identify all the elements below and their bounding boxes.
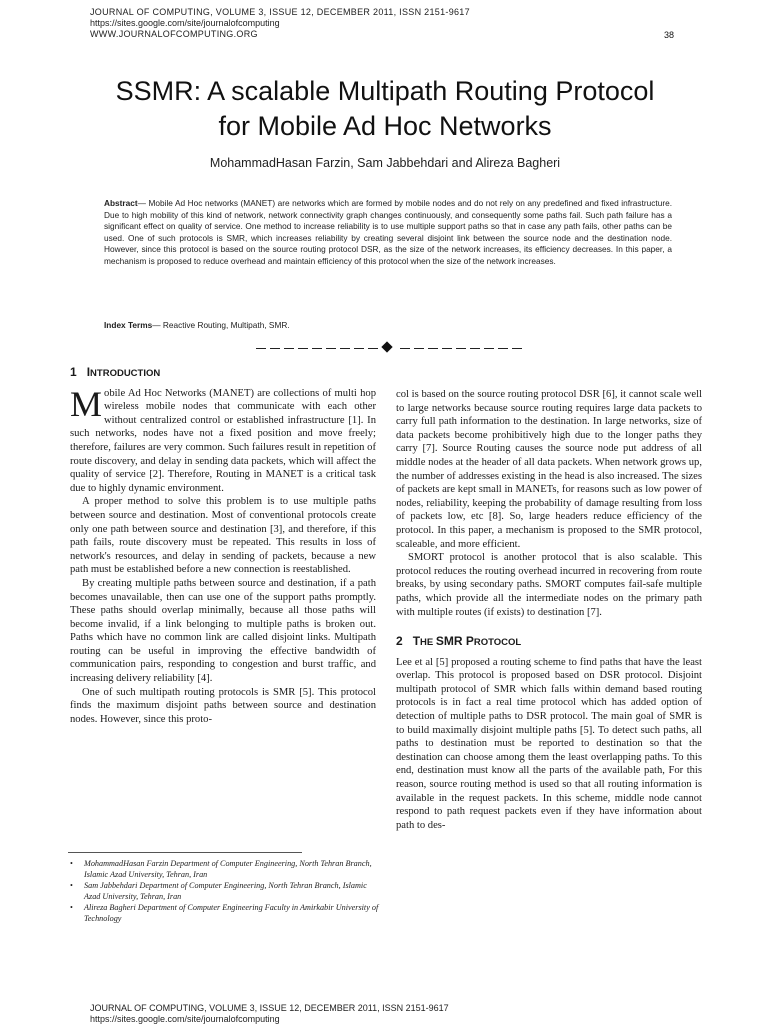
separator-dash bbox=[442, 348, 452, 349]
bullet-icon: • bbox=[70, 903, 73, 912]
section-1-paragraph-1: Mobile Ad Hoc Networks (MANET) are collections of multi hop wireless mobile nodes that communicate with each other without centralized control or established infrastructure [1]. In such networks, nodes have not a fixed position and move freely; therefore, failures are very common. Such failures result in repetition of route discovery, and delay in sending data packets, which will affect the quality of service [2]. Therefore, Routing in MANET is a critical task due to highly dynamic environment. bbox=[70, 383, 376, 494]
bullet-icon: • bbox=[70, 881, 73, 890]
separator-dash bbox=[484, 348, 494, 349]
header-site[interactable]: WWW.JOURNALOFCOMPUTING.ORG bbox=[90, 29, 258, 39]
right-column bbox=[396, 388, 702, 832]
separator-dash bbox=[428, 348, 438, 349]
section-1-paragraph-5: col is based on the source routing protocol DSR [6], it cannot scale well to large networks because source routing requires large data packets to carry full path information to the destination. In large networks, size of data packets become prohibitively high due to the longer paths they carry [7]. Source Routing causes the source node put address of all middle nodes at the header of all data packets. When network grows up, the number of addresses existing in the head is also increased. The sizes of packets are kept small in MANETs, for reasons such as low power of nodes, reliability, keeping the probability of damage resulting from loss of packets low, etc [8]. So, large headers reduce efficiency of the protocol. In this paper, a mechanism is proposed to the SMR protocol, scaleable, and more efficient. bbox=[396, 389, 702, 550]
page-header bbox=[90, 7, 690, 40]
drop-cap: M bbox=[70, 383, 103, 424]
abstract-label: Abstract bbox=[104, 198, 138, 208]
header-journal: JOURNAL OF COMPUTING, VOLUME 3, ISSUE 12, DECEMBER 2011, ISSN 2151-9617 bbox=[90, 7, 470, 17]
header-url[interactable]: https://sites.google.com/site/journalofcomputing bbox=[90, 18, 280, 28]
footnote-item: • Alireza Bagheri Department of Computer Engineering Faculty in Amirkabir University of Technology bbox=[70, 903, 379, 923]
separator-dash bbox=[270, 348, 280, 349]
separator-dash bbox=[456, 348, 466, 349]
diamond-icon bbox=[381, 341, 392, 352]
footnote-rule bbox=[68, 852, 302, 853]
abstract-text: — Mobile Ad Hoc networks (MANET) are networks which are formed by mobile nodes and do not rely on any predefined and fixed infrastructure. Due to high mobility of this kind of network, network connectivity graph changes continuously, and consequently some paths fail. Such path failure has a significant effect on quality of service. One method to increase reliability is to use multiple support paths so that in case any path fails, other paths can be used. One of such protocols is SMR, which increases reliability by creating several disjoint link between the source node and the destination node. However, since this protocol is based on the source routing protocol DSR, as the size of the network increases, its efficiency decreases. In this paper, a mechanism is proposed to reduce overhead and maintain efficiency of this protocol when the size of the network increases. bbox=[104, 198, 672, 266]
separator-dash bbox=[414, 348, 424, 349]
section-2-heading: 2 THE SMR PROTOCOL bbox=[396, 634, 522, 649]
index-terms bbox=[104, 320, 672, 331]
separator-dash bbox=[498, 348, 508, 349]
separator-dash bbox=[400, 348, 410, 349]
footnote-item: • Sam Jabbehdari Department of Computer Engineering, North Tehran Branch, Islamic Azad University, Tehran, Iran bbox=[70, 881, 367, 901]
section-separator bbox=[256, 340, 522, 354]
separator-dash bbox=[298, 348, 308, 349]
section-1-heading: 1 INTRODUCTION bbox=[70, 365, 161, 379]
section-1-paragraph-3: By creating multiple paths between source and destination, if a path becomes unavailable, then can use one of the support paths promptly. These paths should overlap minimally, because all those paths will become invalid, if a link belonging to multiple paths is broken out. Paths which have no common link are called disjoint links. Multipath routing can be useful in improving the effective bandwidth of communication pairs, responding to congestion and burst traffic, and increasing delivery reliability [4]. bbox=[70, 577, 376, 685]
section-1-paragraph-2: A proper method to solve this problem is to use multiple paths between source and destination. Most of conventional protocols create only one path between source and destination [3], and therefore, if this path fails, route discovery must be repeated. This results in loss of network's resources, and delay in sending of packets, because a new path must be established before a new connection is reestablished. bbox=[70, 496, 376, 576]
footer-journal: JOURNAL OF COMPUTING, VOLUME 3, ISSUE 12, DECEMBER 2011, ISSN 2151-9617 bbox=[90, 1003, 449, 1013]
separator-dash bbox=[256, 348, 266, 349]
index-terms-text: — Reactive Routing, Multipath, SMR. bbox=[152, 320, 290, 330]
left-column bbox=[70, 366, 376, 726]
paper-title bbox=[60, 74, 710, 144]
author-list: MohammadHasan Farzin, Sam Jabbehdari and Alireza Bagheri bbox=[209, 156, 561, 170]
abstract bbox=[104, 198, 672, 268]
bullet-icon: • bbox=[70, 859, 73, 868]
footnotes bbox=[70, 858, 382, 924]
separator-dash bbox=[368, 348, 378, 349]
separator-dash bbox=[284, 348, 294, 349]
index-terms-label: Index Terms bbox=[104, 320, 153, 330]
footnote-item: • MohammadHasan Farzin Department of Computer Engineering, North Tehran Branch, Islamic Azad University, Tehran, Iran bbox=[70, 859, 372, 879]
page-number: 38 bbox=[664, 30, 675, 40]
footer-url[interactable]: https://sites.google.com/site/journalofcomputing bbox=[90, 1014, 280, 1024]
separator-dash bbox=[470, 348, 480, 349]
separator-dash bbox=[340, 348, 350, 349]
page-footer bbox=[90, 1003, 690, 1025]
title-line-2: for Mobile Ad Hoc Networks bbox=[218, 111, 552, 141]
separator-dash bbox=[512, 348, 522, 349]
separator-dash bbox=[354, 348, 364, 349]
section-1-paragraph-6: SMORT protocol is another protocol that is also scalable. This protocol reduces the routing overhead incurred in recovering from route breaks, by using secondary paths. SMORT computes fail-safe multiple paths, which provide all the intermediate nodes on the primary path with multiple routes (if exists) to destination [7]. bbox=[396, 552, 702, 618]
separator-dash bbox=[326, 348, 336, 349]
section-1-paragraph-4: One of such multipath routing protocols is SMR [5]. This protocol finds the maximum disjoint paths between source and destination nodes. However, since this proto- bbox=[70, 686, 376, 725]
section-2-paragraph-1: Lee et al [5] proposed a routing scheme to find paths that have the least overlap. This protocol is proposed based on DSR protocol. Disjoint multipath protocol of SMR which falls within demand based routing protocols is in fact a real time protocol which has added option of detection of multiple paths to DSR protocol. The main goal of SMR is to build maximally disjoint multiple paths [5]. To detect such paths, all paths to destination must be reported to destination so that the destination can choose among them the least overlapping paths. To this end, destination must know all the parts of the available path, For this reason, source routing method is used so that all routing information is available in the request packets. In this scheme, middle node cannot respond to path request packets even if they have information about path to des- bbox=[396, 656, 702, 831]
title-line-1: SSMR: A scalable Multipath Routing Protocol bbox=[115, 76, 655, 106]
separator-dash bbox=[312, 348, 322, 349]
